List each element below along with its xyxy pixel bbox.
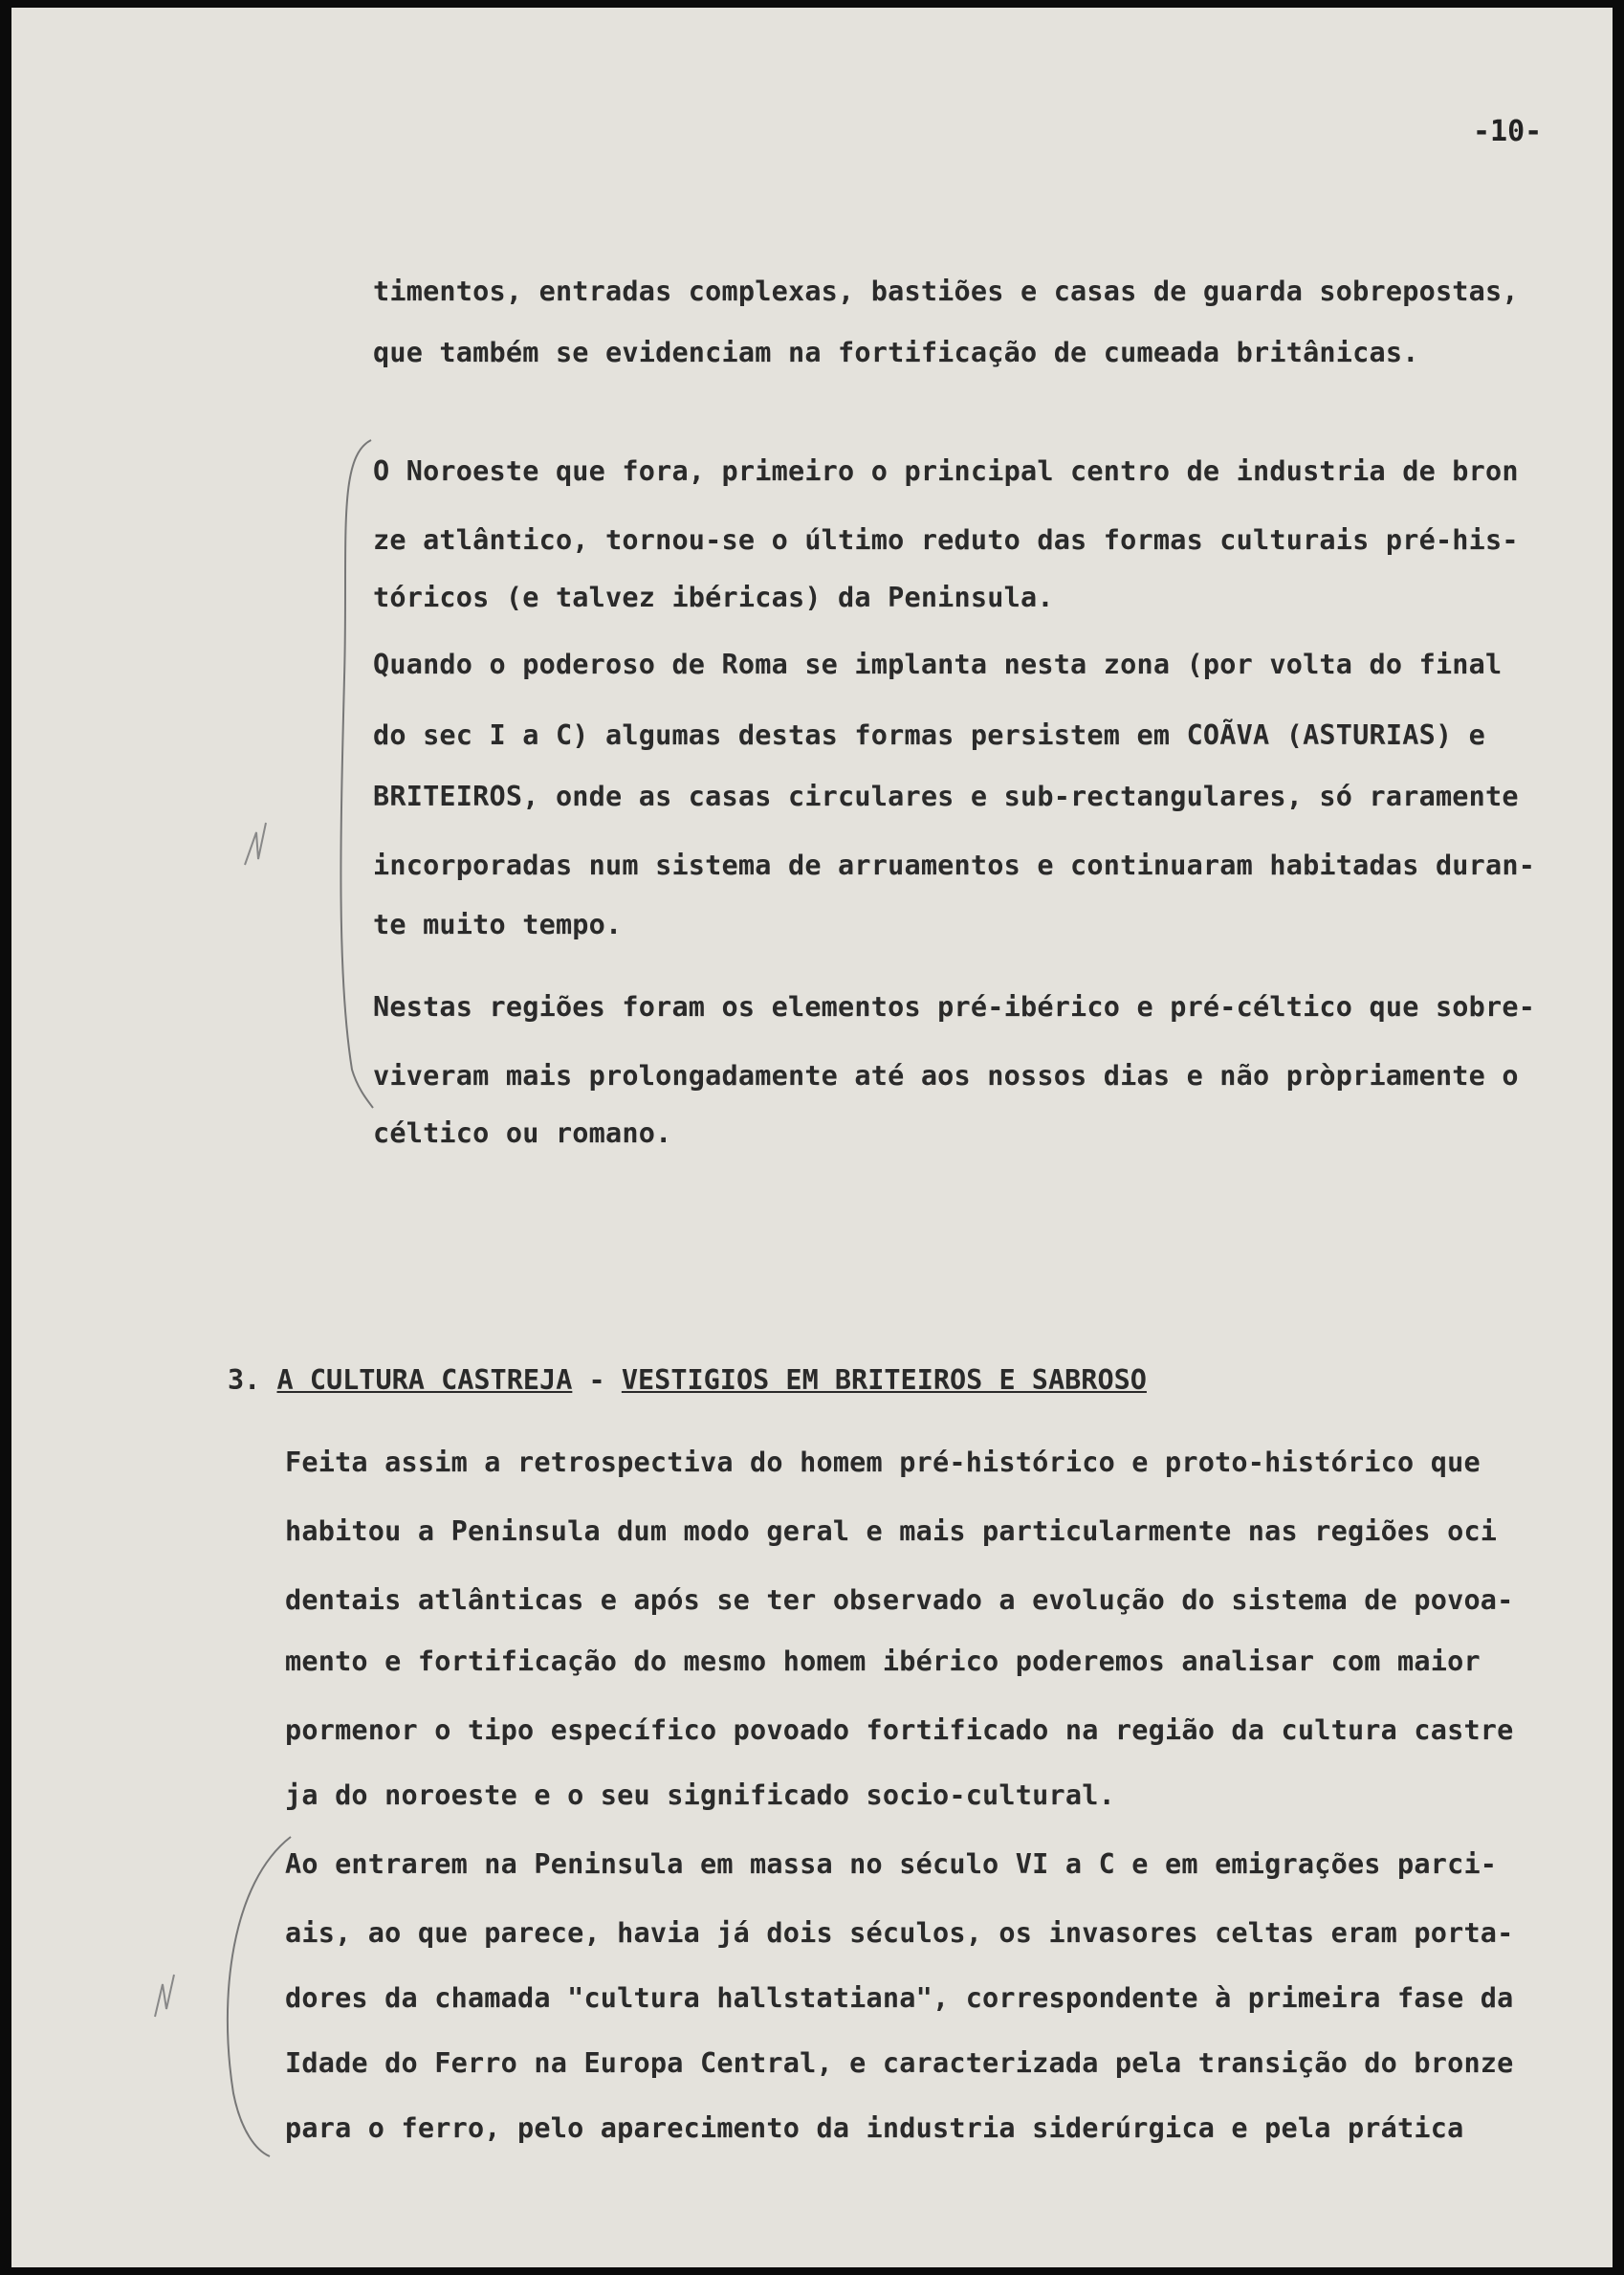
section-number: 3. — [228, 1364, 261, 1396]
section-title: A CULTURA CASTREJA — [276, 1364, 573, 1396]
document-page — [11, 8, 1613, 2267]
section-heading — [228, 1364, 1147, 1396]
section-subtitle: VESTIGIOS EM BRITEIROS E SABROSO — [621, 1364, 1147, 1396]
text-line: céltico ou romano. — [373, 1117, 672, 1149]
text-line: dentais atlânticas e após se ter observado a evolução do sistema de povoa- — [285, 1584, 1514, 1616]
text-line: ze atlântico, tornou-se o último reduto das formas culturais pré-his- — [373, 524, 1519, 556]
text-line: que também se evidenciam na fortificação de cumeada britânicas. — [373, 337, 1419, 368]
text-line: te muito tempo. — [373, 909, 623, 940]
text-line: viveram mais prolongadamente até aos nossos dias e não pròpriamente o — [373, 1060, 1519, 1092]
text-line: para o ferro, pelo aparecimento da industria siderúrgica e pela prática — [285, 2112, 1464, 2144]
check-mark-upper — [245, 823, 266, 865]
text-line: Quando o poderoso de Roma se implanta nesta zona (por volta do final — [373, 649, 1503, 680]
text-line: Feita assim a retrospectiva do homem pré-histórico e proto-histórico que — [285, 1447, 1481, 1478]
text-line: ais, ao que parece, havia já dois séculos, os invasores celtas eram porta- — [285, 1917, 1514, 1949]
text-line: dores da chamada "cultura hallstatiana", correspondente à primeira fase da — [285, 1982, 1514, 2014]
text-line: mento e fortificação do mesmo homem ibérico poderemos analisar com maior — [285, 1646, 1481, 1677]
text-line: tóricos (e talvez ibéricas) da Peninsula. — [373, 582, 1054, 613]
text-line: ja do noroeste e o seu significado socio-cultural. — [285, 1779, 1115, 1811]
bracket-mark-upper — [340, 440, 373, 1108]
text-line: timentos, entradas complexas, bastiões e casas de guarda sobrepostas, — [373, 276, 1519, 307]
text-line: Idade do Ferro na Europa Central, e caracterizada pela transição do bronze — [285, 2047, 1514, 2079]
text-line: Nestas regiões foram os elementos pré-ibérico e pré-céltico que sobre- — [373, 991, 1536, 1023]
bracket-mark-lower — [228, 1837, 291, 2156]
text-line: Ao entrarem na Peninsula em massa no século VI a C e em emigrações parci- — [285, 1848, 1498, 1880]
text-line: O Noroeste que fora, primeiro o principal centro de industria de bron — [373, 455, 1519, 487]
text-line: BRITEIROS, onde as casas circulares e sub-rectangulares, só raramente — [373, 781, 1519, 812]
page-number: -10- — [1473, 115, 1543, 148]
text-line: habitou a Peninsula dum modo geral e mais particularmente nas regiões oci — [285, 1515, 1498, 1547]
section-separator: - — [572, 1364, 622, 1396]
text-line: pormenor o tipo específico povoado fortificado na região da cultura castre — [285, 1714, 1514, 1746]
check-mark-lower — [155, 1975, 174, 2017]
text-line: incorporadas num sistema de arruamentos e continuaram habitadas duran- — [373, 850, 1536, 881]
text-line: do sec I a C) algumas destas formas persistem em COÃVA (ASTURIAS) e — [373, 719, 1486, 751]
